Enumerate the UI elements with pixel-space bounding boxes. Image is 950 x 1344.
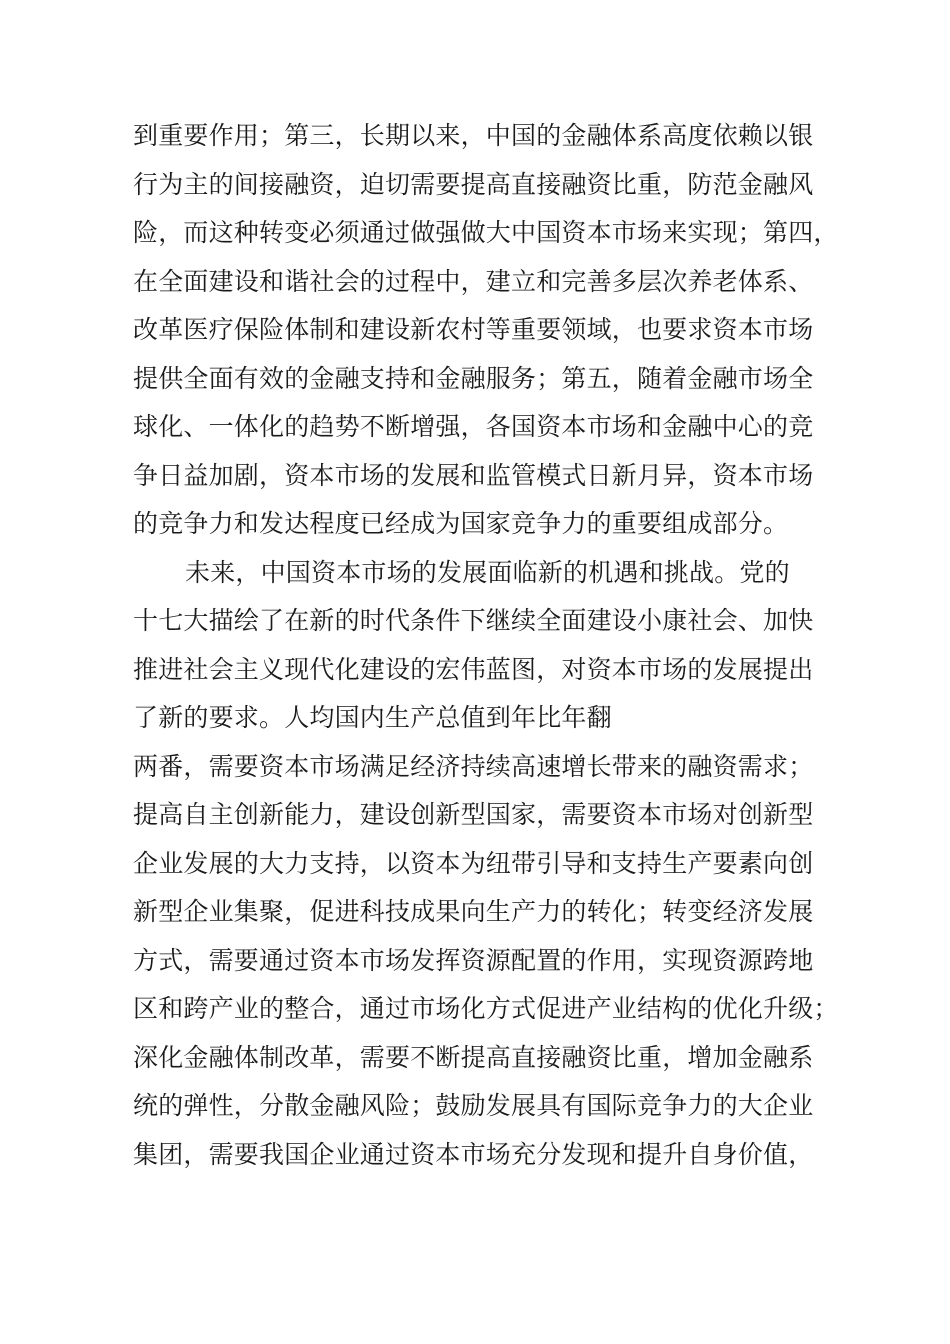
text-line: 险，而这种转变必须通过做强做大中国资本市场来实现；第四，: [133, 218, 839, 247]
text-line: 争日益加剧，资本市场的发展和监管模式日新月异，资本市场: [133, 460, 814, 490]
text-line: 提高自主创新能力，建设创新型国家，需要资本市场对创新型: [133, 800, 814, 829]
text-line: 方式，需要通过资本市场发挥资源配置的作用，实现资源跨地: [133, 945, 814, 975]
text-line: 提供全面有效的金融支持和金融服务；第五，随着金融市场全: [133, 363, 814, 393]
text-line: 改革医疗保险体制和建设新农村等重要领域，也要求资本市场: [133, 315, 814, 344]
text-line: 行为主的间接融资，迫切需要提高直接融资比重，防范金融风: [133, 169, 814, 199]
text-line: 在全面建设和谐社会的过程中，建立和完善多层次养老体系、: [133, 266, 814, 296]
text-line: 统的弹性，分散金融风险；鼓励发展具有国际竞争力的大企业: [133, 1091, 814, 1120]
body-text: [133, 112, 839, 1179]
text-line: 新型企业集聚，促进科技成果向生产力的转化；转变经济发展: [133, 897, 814, 926]
text-line: 球化、一体化的趋势不断增强，各国资本市场和金融中心的竞: [133, 412, 814, 441]
text-line: 到重要作用；第三，长期以来，中国的金融体系高度依赖以银: [133, 121, 814, 150]
text-line: 集团，需要我国企业通过资本市场充分发现和提升自身价值，: [133, 1139, 814, 1169]
text-line: 推进社会主义现代化建设的宏伟蓝图，对资本市场的发展提出: [133, 654, 814, 684]
text-line: 十七大描绘了在新的时代条件下继续全面建设小康社会、加快: [133, 606, 814, 635]
text-line: 区和跨产业的整合，通过市场化方式促进产业结构的优化升级；: [133, 994, 839, 1023]
text-line: 了新的要求。人均国内生产总值到年比年翻: [133, 703, 612, 732]
text-line: 的竞争力和发达程度已经成为国家竞争力的重要组成部分。: [133, 509, 789, 538]
text-line: 深化金融体制改革，需要不断提高直接融资比重，增加金融系: [133, 1042, 814, 1072]
text-line: 两番，需要资本市场满足经济持续高速增长带来的融资需求；: [133, 751, 814, 781]
paragraph-start-line: 未来，中国资本市场的发展面临新的机遇和挑战。党的: [185, 557, 790, 587]
text-line: 企业发展的大力支持，以资本为纽带引导和支持生产要素向创: [133, 848, 814, 878]
